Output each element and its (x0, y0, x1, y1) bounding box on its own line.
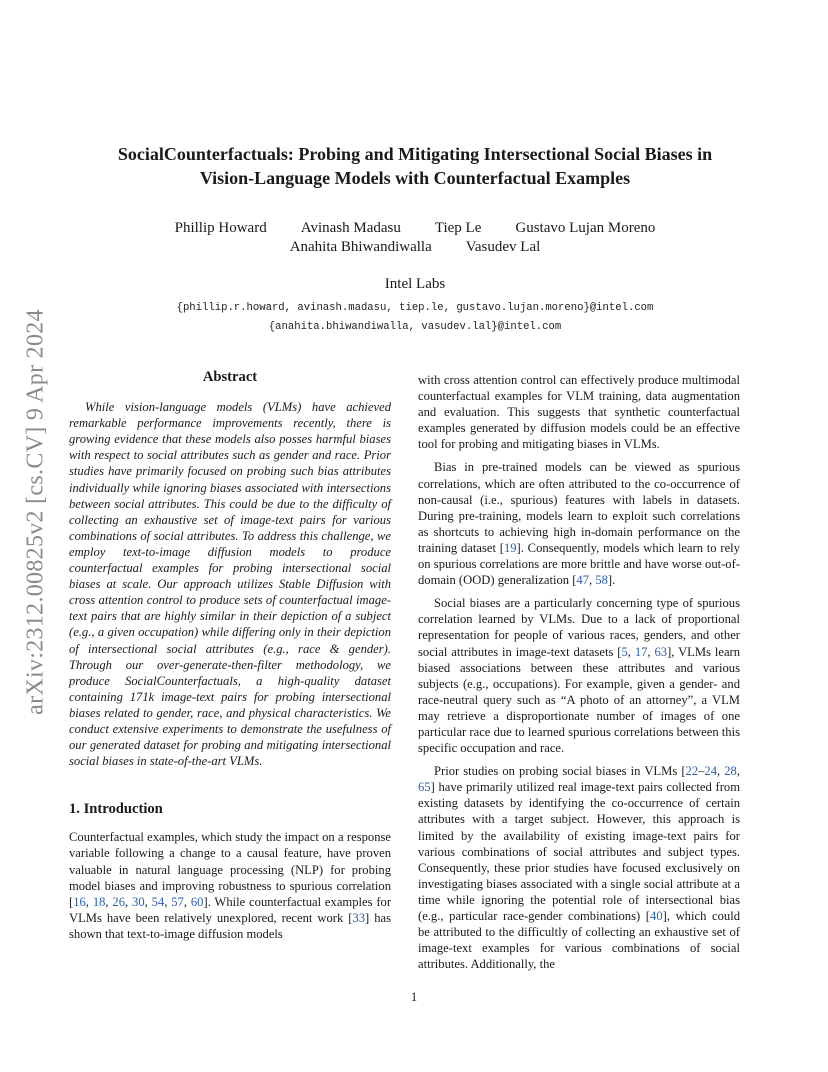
author-list (70, 219, 760, 257)
citation-link[interactable]: 58 (595, 573, 608, 588)
citation-link[interactable]: 22 (685, 764, 699, 779)
citation-link[interactable]: 30 (132, 894, 145, 909)
author-name: Anahita Bhiwandiwalla (289, 239, 432, 255)
title-line-1: SocialCounterfactuals: Probing and Mitigating Intersectional Social Biases in (117, 144, 713, 164)
citation-link[interactable]: 18 (92, 894, 106, 909)
intro-paragraph-2: Bias in pre-trained models can be viewed as spurious correlations, which are often attributed to the co-occurrence of non-causal (i.e., spurious) features with labels in datasets. During pre-training, models learn to exploit such correlations as shortcuts to achieving high in-domain performance on the training dataset [19]. Consequently, models which learn to rely on spurious correlations are more brittle and have worse out-of-domain (OOD) generalization [47, 58]. (418, 460, 740, 588)
citation-link[interactable]: 24 (704, 764, 717, 779)
author-name: Vasudev Lal (465, 239, 541, 255)
email-line-1: {phillip.r.howard, avinash.madasu, tiep.le, gustavo.lujan.moreno}@intel.com (176, 302, 654, 314)
intro-paragraph-4: Prior studies on probing social biases in VLMs [22–24, 28, 65] have primarily utilized real image-text pairs collected from existing datasets by identifying the co-occurrence of certain attributes with a target subject. However, this approach is limited by the availability of existing image-text pairs for various combinations of social attributes and subject types. Consequently, these prior studies have focused exclusively on investigating biases associated with a single social attribute at a time while ignoring the potential role of intersectional bias (e.g., particular race-gender combinations) [40], which could be attributed to the difficultly of collecting an exhaustive set of image-text examples for various combinations of social attributes. Additionally, the (418, 764, 740, 972)
author-line-1 (70, 219, 760, 238)
intro-paragraph-3: Social biases are a particularly concerning type of spurious correlation learned by VLMs. Due to a lack of proportional representation for people of various races, genders, and other social attributes in image-text datasets [5, 17, 63], VLMs learn biased associations between these attributes and various subjects (e.g., occupations). For example, given a gender- and race-neutral query such as “A photo of an attorney”, a VLM may retrieve a disproportionate number of images of one particular race due to learned spurious correlations between this specific occupation and race. (418, 596, 741, 756)
intro-paragraph-1: Counterfactual examples, which study the impact on a response variable following a change to a causal feature, have proven valuable in natural language processing (NLP) for probing model biases and improving robustness to spurious correlation [16, 18, 26, 30, 54, 57, 60]. While counterfactual examples for VLMs have been relatively unexplored, recent work [33] has shown that text-to-image diffusion models (69, 830, 392, 941)
citation-link[interactable]: 5 (621, 644, 628, 659)
left-column (69, 369, 391, 942)
author-name: Gustavo Lujan Moreno (515, 220, 656, 236)
author-name: Avinash Madasu (300, 220, 401, 236)
citation-link[interactable]: 26 (112, 894, 126, 909)
citation-link[interactable]: 57 (171, 894, 184, 909)
citation-link[interactable]: 40 (650, 909, 663, 923)
abstract-text: While vision-language models (VLMs) have achieved remarkable performance improvements recently, there is growing evidence that these models also posses harmful biases with respect to social attributes such as gender and race. Prior studies have primarily focused on probing such bias attributes individually while ignoring biases associated with intersections between social attributes. This could be due to the difficulty of collecting an exhaustive set of image-text pairs for various combinations of social attributes. To address this challenge, we employ text-to-image diffusion models to produce counterfactual examples for probing intersectional social biases at scale. Our approach utilizes Stable Diffusion with cross attention control to produce sets of counterfactual image-text pairs that are highly similar in their depiction of a subject (e.g., a given occupation) while differing only in their depiction of intersectional social attributes (e.g., race & gender). Through our over-generate-then-filter methodology, we produce SocialCounterfactuals, a high-quality dataset containing 171k image-text pairs for probing intersectional biases related to gender, race, and physical characteristics. We conduct extensive experiments to demonstrate the usefulness of our generated dataset for probing and mitigating intersectional social biases in state-of-the-art VLMs. (69, 400, 391, 769)
page-number: 1 (410, 990, 418, 1004)
email-line-2: {anahita.bhiwandiwalla, vasudev.lal}@intel.com (268, 321, 562, 333)
citation-link[interactable]: 28 (724, 764, 737, 779)
author-emails (70, 299, 760, 337)
citation-link[interactable]: 16 (73, 894, 86, 909)
author-line-2 (70, 238, 760, 257)
arxiv-identifier (20, 292, 52, 732)
author-name: Phillip Howard (174, 220, 267, 236)
title-line-2: Vision-Language Models with Counterfactual Examples (199, 168, 631, 188)
citation-link[interactable]: 54 (151, 894, 165, 909)
citation-link[interactable]: 17 (634, 644, 648, 659)
citation-link[interactable]: 47 (576, 573, 590, 588)
citation-link[interactable]: 60 (190, 894, 204, 909)
intro-paragraph-continued: with cross attention control can effectively produce multimodal counterfactual examples for VLM training, data augmentation and evaluation. This suggests that synthetic counterfactual examples generated by diffusion models could be an effective tool for probing and mitigating biases in VLMs. (418, 373, 740, 452)
arxiv-identifier-text: arXiv:2312.00825v2 [cs.CV] 9 Apr 2024 (22, 309, 49, 715)
affiliation: Intel Labs (384, 276, 446, 292)
abstract-heading: Abstract (202, 369, 258, 385)
author-name: Tiep Le (434, 220, 482, 236)
paper-title (70, 142, 760, 190)
citation-link[interactable]: 19 (503, 540, 517, 555)
right-column (418, 372, 740, 972)
citation-link[interactable]: 63 (654, 644, 668, 659)
introduction-heading: 1. Introduction (69, 801, 163, 818)
citation-link[interactable]: 33 (352, 910, 366, 925)
citation-link[interactable]: 65 (418, 780, 431, 795)
